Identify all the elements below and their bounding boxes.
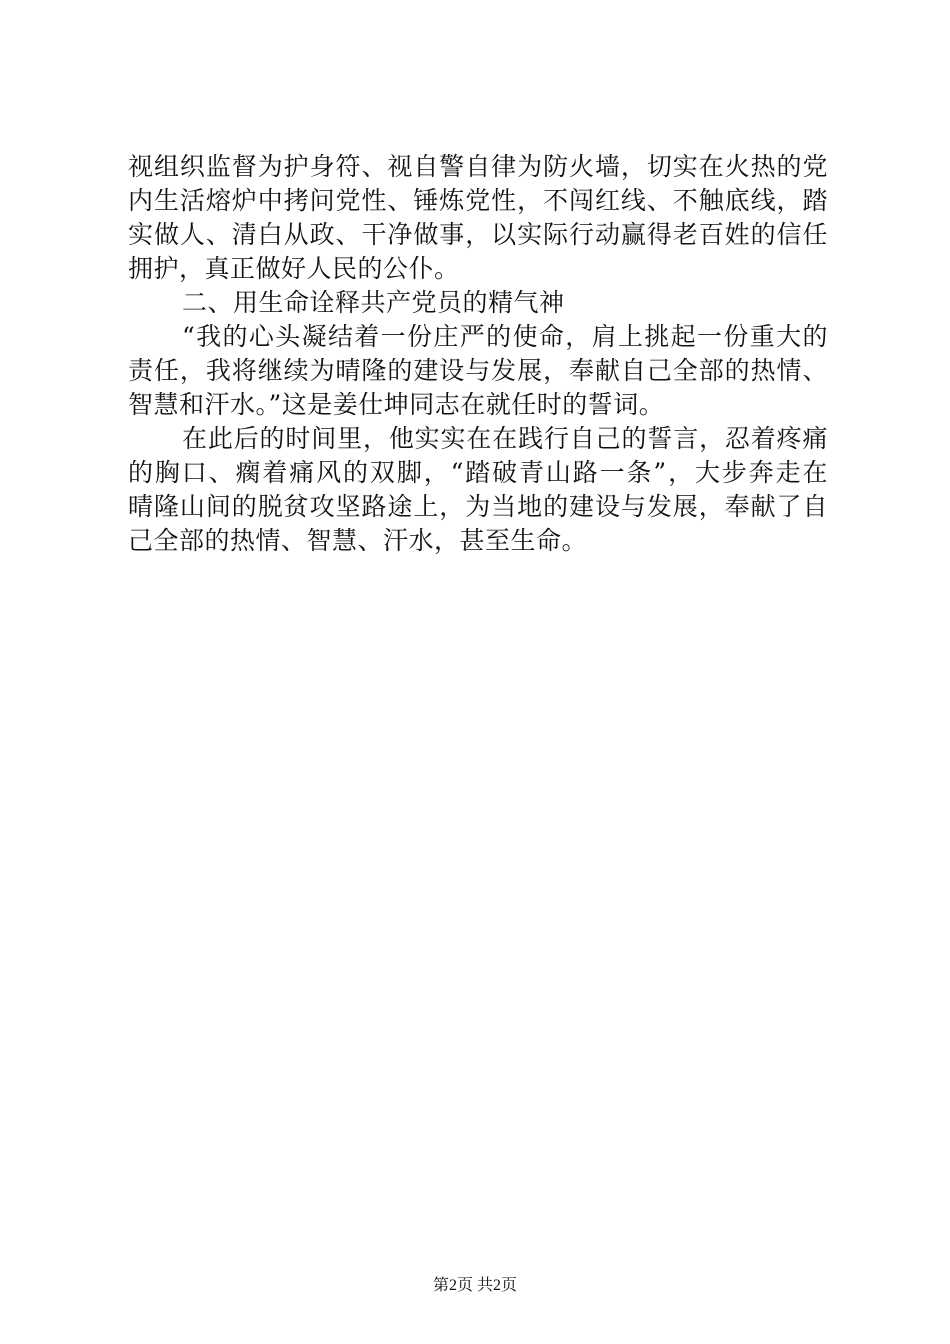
body-line: 在此后的时间里，他实实在在践行自己的誓言，忍着疼痛 <box>182 424 828 453</box>
document-body <box>128 150 828 558</box>
page-number-footer: 第2页 共2页 <box>432 1277 517 1294</box>
body-line: 实做人、清白从政、干净做事，以实际行动赢得老百姓的信任 <box>128 220 828 249</box>
body-line: “我的心头凝结着一份庄严的使命，肩上挑起一份重大的 <box>182 322 828 351</box>
body-line: 晴隆山间的脱贫攻坚路途上，为当地的建设与发展，奉献了自 <box>128 492 828 521</box>
body-line: 责任，我将继续为晴隆的建设与发展，奉献自己全部的热情、 <box>128 356 828 385</box>
body-line: 的胸口、瘸着痛风的双脚，“踏破青山路一条”，大步奔走在 <box>128 458 828 487</box>
body-line: 智慧和汗水。”这是姜仕坤同志在就任时的誓词。 <box>128 390 665 419</box>
body-line: 己全部的热情、智慧、汗水，甚至生命。 <box>128 526 588 555</box>
body-line: 内生活熔炉中拷问党性、锤炼党性，不闯红线、不触底线，踏 <box>128 186 828 215</box>
section-heading: 二、用生命诠释共产党员的精气神 <box>182 288 565 317</box>
body-line: 视组织监督为护身符、视自警自律为防火墙，切实在火热的党 <box>128 152 828 181</box>
body-line: 拥护，真正做好人民的公仆。 <box>128 254 460 283</box>
